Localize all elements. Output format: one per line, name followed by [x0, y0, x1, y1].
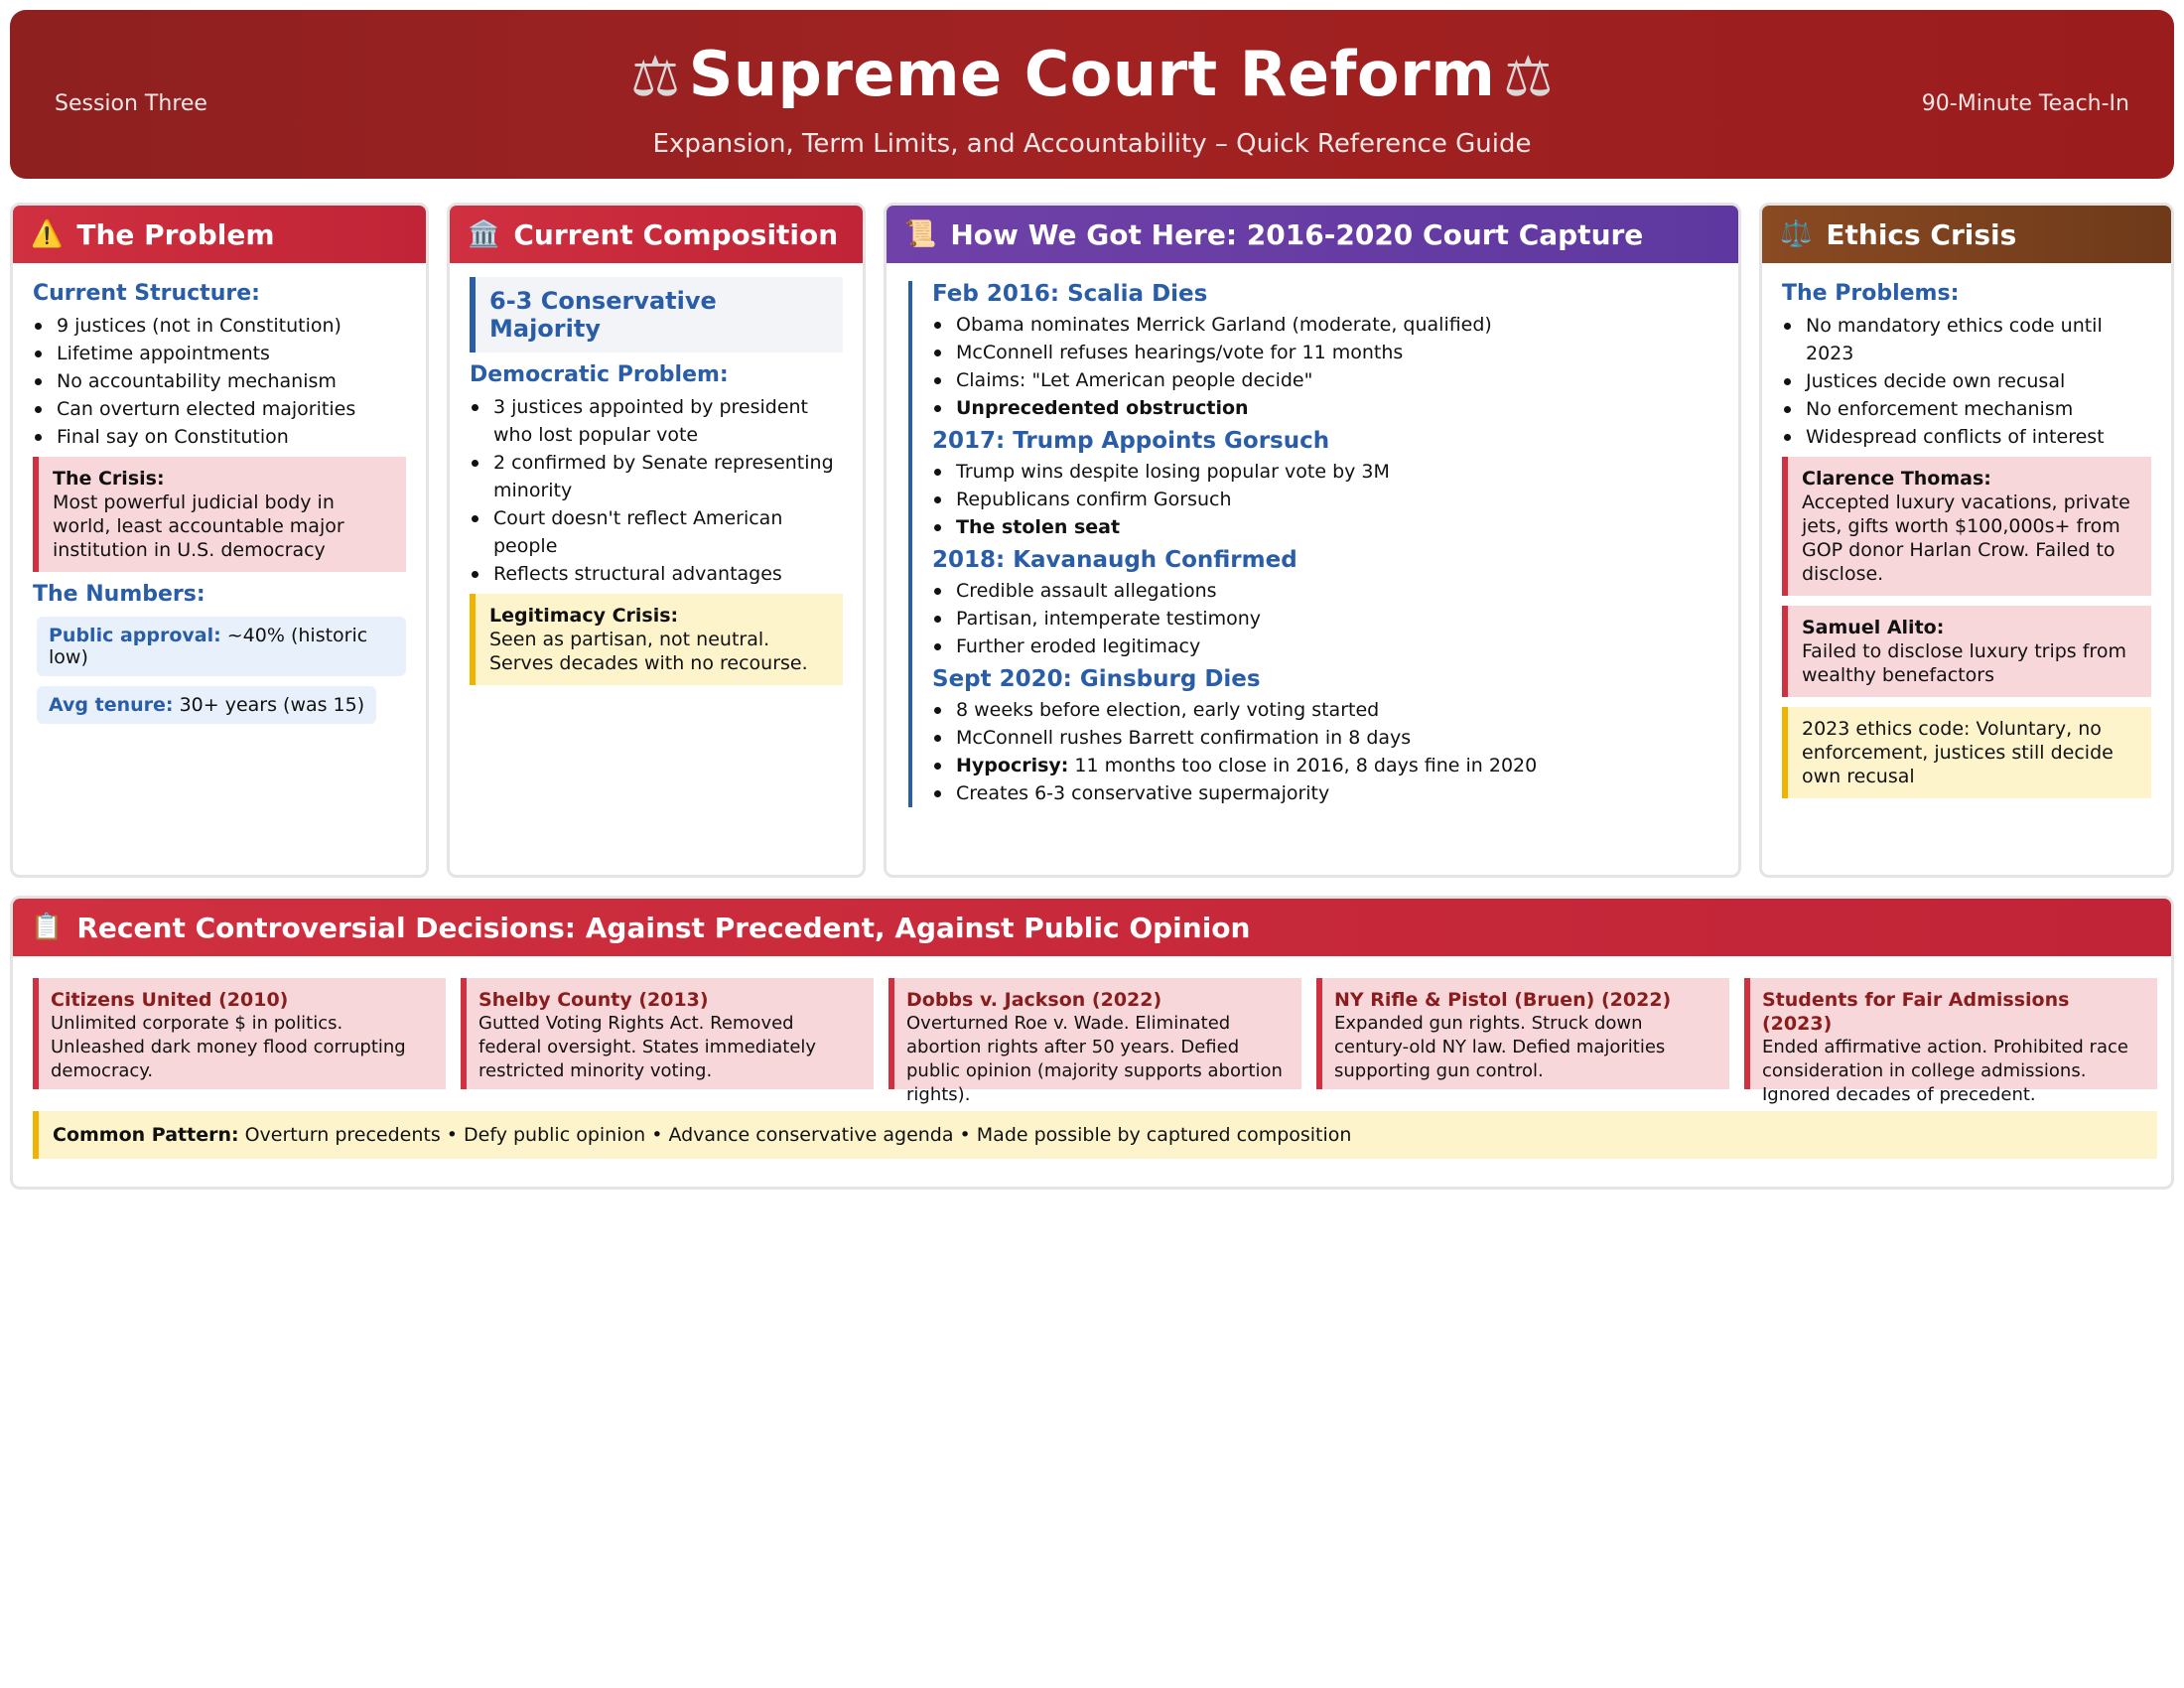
approval-stat [37, 617, 406, 676]
majority-banner: 6-3 Conservative Majority [470, 277, 843, 352]
alito-callout [1782, 606, 2151, 697]
list-item: Republicans confirm Gorsuch [932, 486, 1718, 513]
timeline-event-title: 2017: Trump Appoints Gorsuch [932, 428, 1330, 454]
decisions-card [10, 896, 2174, 1190]
list-item: Widespread conflicts of interest [1782, 423, 2151, 451]
list-item-emphasis: Unprecedented obstruction [956, 397, 1249, 419]
list-item: Obama nominates Merrick Garland (moderate, qualified) [932, 311, 1718, 339]
history-card-title: How We Got Here: 2016-2020 Court Capture [950, 217, 1644, 251]
decisions-card-title: Recent Controversial Decisions: Against Precedent, Against Public Opinion [76, 911, 1251, 944]
composition-card-title: Current Composition [513, 217, 839, 251]
list-item: 9 justices (not in Constitution) [33, 312, 406, 340]
timeline-event-title: Sept 2020: Ginsburg Dies [932, 666, 1261, 692]
crisis-callout [33, 457, 406, 572]
list-item: Claims: "Let American people decide" [932, 366, 1718, 394]
page-subtitle: Expansion, Term Limits, and Accountability – Quick Reference Guide [652, 129, 1532, 159]
composition-card [447, 203, 866, 878]
list-item: Final say on Constitution [33, 423, 406, 451]
list-item: Lifetime appointments [33, 340, 406, 367]
decision-card [1744, 978, 2157, 1105]
timeline-event-title: 2018: Kavanaugh Confirmed [932, 547, 1297, 573]
numbers-heading: The Numbers: [33, 582, 205, 607]
ethics-problems-heading: The Problems: [1782, 281, 1960, 306]
list-item: Trump wins despite losing popular vote by 3M [932, 458, 1718, 486]
crisis-text: Most powerful judicial body in world, least accountable major institution in U.S. democracy [53, 492, 344, 561]
history-card-header [887, 206, 1738, 263]
crisis-title: The Crisis: [53, 468, 165, 490]
structure-list [33, 312, 406, 451]
list-item [932, 752, 1718, 779]
decisions-card-header [13, 899, 2171, 956]
list-item: Creates 6-3 conservative supermajority [932, 779, 1718, 807]
approval-value: ~40% (historic low) [49, 625, 368, 668]
list-item: Reflects structural advantages [470, 560, 843, 588]
ethics-card-title: Ethics Crisis [1826, 217, 2017, 251]
structure-heading: Current Structure: [33, 281, 260, 306]
ethics-card-header [1762, 206, 2171, 263]
composition-card-header [450, 206, 863, 263]
page-title: Supreme Court Reform [688, 38, 1496, 110]
list-item: Court doesn't reflect American people [470, 504, 843, 560]
legitimacy-callout [470, 594, 843, 685]
thomas-title: Clarence Thomas: [1802, 468, 1991, 490]
problem-card-title: The Problem [76, 217, 275, 251]
scales-icon: ⚖️ [1780, 219, 1813, 249]
list-item: Partisan, intemperate testimony [932, 605, 1718, 633]
legitimacy-text: Seen as partisan, not neutral. Serves decades with no recourse. [489, 629, 808, 674]
list-item-emphasis: The stolen seat [956, 516, 1121, 538]
decision-card [33, 978, 446, 1089]
decision-title: Shelby County (2013) [478, 989, 709, 1011]
decision-title: Dobbs v. Jackson (2022) [906, 989, 1162, 1011]
problem-card [10, 203, 429, 878]
timeline-event-title: Feb 2016: Scalia Dies [932, 281, 1208, 307]
list-item [932, 394, 1718, 422]
timeline-event-list [932, 696, 1718, 807]
problem-card-header [13, 206, 426, 263]
list-item: 2 confirmed by Senate representing minority [470, 449, 843, 504]
tenure-stat [37, 686, 376, 724]
scales-icon: ⚖ [629, 45, 681, 109]
list-item: Further eroded legitimacy [932, 633, 1718, 660]
thomas-text: Accepted luxury vacations, private jets, gifts worth $100,000s+ from GOP donor Harlan Crow. Failed to disclose. [1802, 492, 2130, 585]
timeline-event-list [932, 311, 1718, 422]
courthouse-icon: 🏛️ [468, 219, 500, 249]
timeline-event-list [932, 458, 1718, 541]
list-item: 8 weeks before election, early voting started [932, 696, 1718, 724]
tenure-label: Avg tenure: [49, 694, 174, 716]
list-item: Credible assault allegations [932, 577, 1718, 605]
alito-title: Samuel Alito: [1802, 617, 1945, 638]
alito-text: Failed to disclose luxury trips from wealthy benefactors [1802, 640, 2126, 686]
ethics-problems-list [1782, 312, 2151, 451]
decision-title: Citizens United (2010) [51, 989, 289, 1011]
ethics-code-text: 2023 ethics code: Voluntary, no enforcement, justices still decide own recusal [1802, 718, 2114, 787]
decisions-row [33, 978, 2157, 1105]
list-item: McConnell refuses hearings/vote for 11 months [932, 339, 1718, 366]
decision-card [888, 978, 1301, 1105]
democratic-problem-list [470, 393, 843, 588]
session-label: Session Three [55, 91, 207, 116]
history-card [884, 203, 1741, 878]
decision-text: Expanded gun rights. Struck down century-old NY law. Defied majorities supporting gun control. [1334, 1013, 1666, 1081]
decision-card [461, 978, 874, 1089]
clipboard-icon: 📋 [31, 913, 64, 942]
list-item: No mandatory ethics code until 2023 [1782, 312, 2151, 367]
page-header [10, 10, 2174, 179]
tenure-value: 30+ years (was 15) [179, 694, 365, 716]
decision-title: Students for Fair Admissions (2023) [1762, 989, 2070, 1035]
list-item: No accountability mechanism [33, 367, 406, 395]
common-pattern-text: Overturn precedents • Defy public opinion • Advance conservative agenda • Made possible by captured composition [244, 1124, 1352, 1146]
ethics-code-callout [1782, 707, 2151, 798]
ethics-card [1759, 203, 2174, 878]
decision-text: Unlimited corporate $ in politics. Unleashed dark money flood corrupting democracy. [51, 1013, 406, 1081]
list-item [932, 513, 1718, 541]
legitimacy-title: Legitimacy Crisis: [489, 605, 679, 627]
list-item: 3 justices appointed by president who lost popular vote [470, 393, 843, 449]
list-item-emphasis: Hypocrisy: [956, 755, 1069, 776]
timeline-event-list [932, 577, 1718, 660]
list-item-text: 11 months too close in 2016, 8 days fine in 2020 [1068, 755, 1538, 776]
page-title-row [10, 38, 2174, 110]
decision-text: Ended affirmative action. Prohibited race consideration in college admissions. Ignored decades of precedent. [1762, 1037, 2128, 1105]
decision-title: NY Rifle & Pistol (Bruen) (2022) [1334, 989, 1672, 1011]
decision-card [1316, 978, 1729, 1089]
warning-icon: ⚠️ [31, 219, 64, 249]
democratic-problem-heading: Democratic Problem: [470, 362, 729, 387]
list-item: McConnell rushes Barrett confirmation in 8 days [932, 724, 1718, 752]
decision-text: Overturned Roe v. Wade. Eliminated abortion rights after 50 years. Defied public opinion (majority supports abortion rights). [906, 1013, 1283, 1105]
list-item: No enforcement mechanism [1782, 395, 2151, 423]
common-pattern-label: Common Pattern: [53, 1124, 239, 1146]
approval-label: Public approval: [49, 625, 221, 646]
decision-text: Gutted Voting Rights Act. Removed federal oversight. States immediately restricted minority voting. [478, 1013, 817, 1081]
common-pattern-callout [33, 1111, 2157, 1159]
scroll-icon: 📜 [904, 219, 937, 249]
format-label: 90-Minute Teach-In [1921, 91, 2129, 116]
timeline [908, 281, 1718, 807]
list-item: Can overturn elected majorities [33, 395, 406, 423]
thomas-callout [1782, 457, 2151, 596]
list-item: Justices decide own recusal [1782, 367, 2151, 395]
scales-icon: ⚖ [1503, 45, 1554, 109]
